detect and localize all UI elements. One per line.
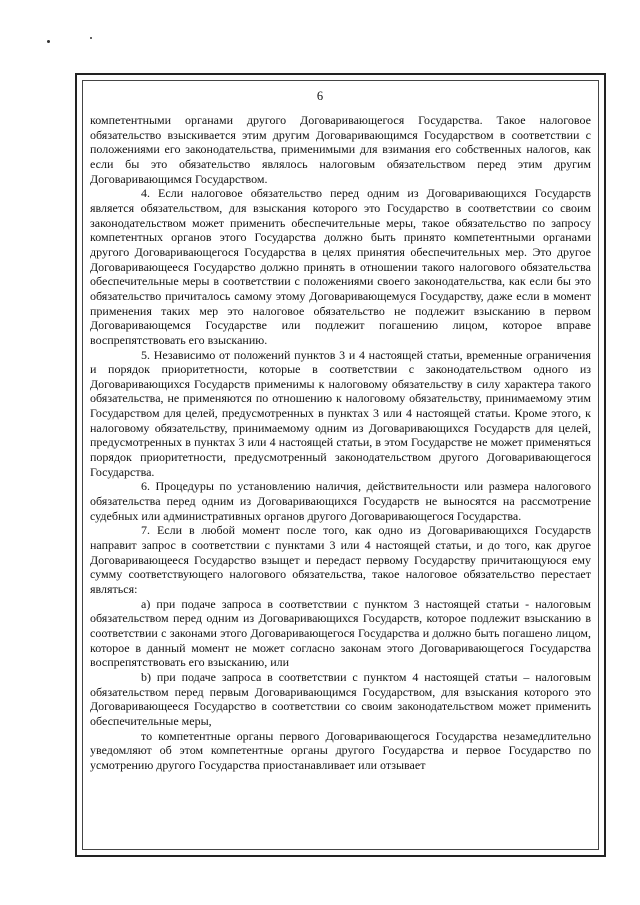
scan-speck xyxy=(47,40,50,43)
document-body xyxy=(90,113,591,773)
paragraph-5: 5. Независимо от положений пунктов 3 и 4 настоящей статьи, временные ограничения и порядок приоритетности, которые в соответствии с законодательством одного из Договаривающихся Государств применимы к налоговому обязательству в силу характера такого обязательства, не применяются по отношению к налоговому обязательству, принимаемому этим Государством для целей, предусмотренных в пунктах 3 или 4 настоящей статьи. Кроме этого, к налоговому обязательству, принимаемому одним из Договаривающихся Государств для целей, предусмотренных в пунктах 3 или 4 настоящей статьи, в этом Государстве не может применяться порядок приоритетности, предусмотренный законодательством другого Договаривающегося Государства. xyxy=(90,347,591,479)
paragraph-7: 7. Если в любой момент после того, как одно из Договаривающихся Государств направит запрос в соответствии с пунктами 3 или 4 настоящей статьи, и до того, как другое Договаривающееся Государство взыщет и передаст первому Государству причитающуюся ему сумму соответствующего налогового обязательства, такое налоговое обязательство перестает являться: xyxy=(90,523,591,596)
subparagraph-b: b) при подаче запроса в соответствии с пунктом 4 настоящей статьи – налоговым обязательством перед первым Договаривающимся Государством, для взыскания которого это Договаривающееся Государство в соответствии со своим законодательством может применить обеспечительные меры, xyxy=(90,669,591,728)
paragraph-6: 6. Процедуры по установлению наличия, действительности или размера налогового обязательства перед одним из Договаривающихся Государств не выносятся на рассмотрение судебных или административных органов другого Договаривающегося Государства. xyxy=(90,479,591,523)
scan-speck xyxy=(90,37,92,39)
subparagraph-a: a) при подаче запроса в соответствии с пунктом 3 настоящей статьи - налоговым обязательством перед одним из Договаривающихся Государств, которое подлежит взысканию в соответствии с законами этого Договаривающегося Государства и должно быть погашено лицом, которое в данный момент не может согласно законам этого Договаривающегося Государства воспрепятствовать его взысканию, или xyxy=(90,596,591,670)
paragraph-4: 4. Если налоговое обязательство перед одним из Договаривающихся Государств является обязательством, для взыскания которого это Государство в соответствии со своим законодательством может применить обеспечительные меры, такое обязательство по запросу компетентных органов этого Государства должно быть принято компетентными органами другого Договаривающегося Государства в целях принятия обеспечительных мер. Это другое Договаривающееся Государство должно принять в отношении такого налогового обязательства обеспечительные меры в соответствии с положениями своего законодательства, как если бы это обязательство причиталось самому этому Договаривающемуся Государству, даже если в момент применения таких мер это налоговое обязательство не подлежит взысканию в первом Договаривающемся Государстве или подлежит погашению лицом, которое вправе воспрепятствовать его взысканию. xyxy=(90,186,591,347)
paragraph-continuation: компетентными органами другого Договаривающегося Государства. Такое налоговое обязательство взыскивается этим другим Договаривающимся Государством в соответствии с положениями его законодательства, применимыми для взимания его собственных налогов, как если бы это обязательство являлось налоговым обязательством перед этим другим Договаривающимся Государством. xyxy=(90,113,591,186)
paragraph-closing: то компетентные органы первого Договаривающегося Государства незамедлительно уведомляют об этом компетентные органы другого Государства и первое Государство по усмотрению другого Государства приостанавливает или отзывает xyxy=(90,728,591,772)
page-number: 6 xyxy=(316,89,324,103)
